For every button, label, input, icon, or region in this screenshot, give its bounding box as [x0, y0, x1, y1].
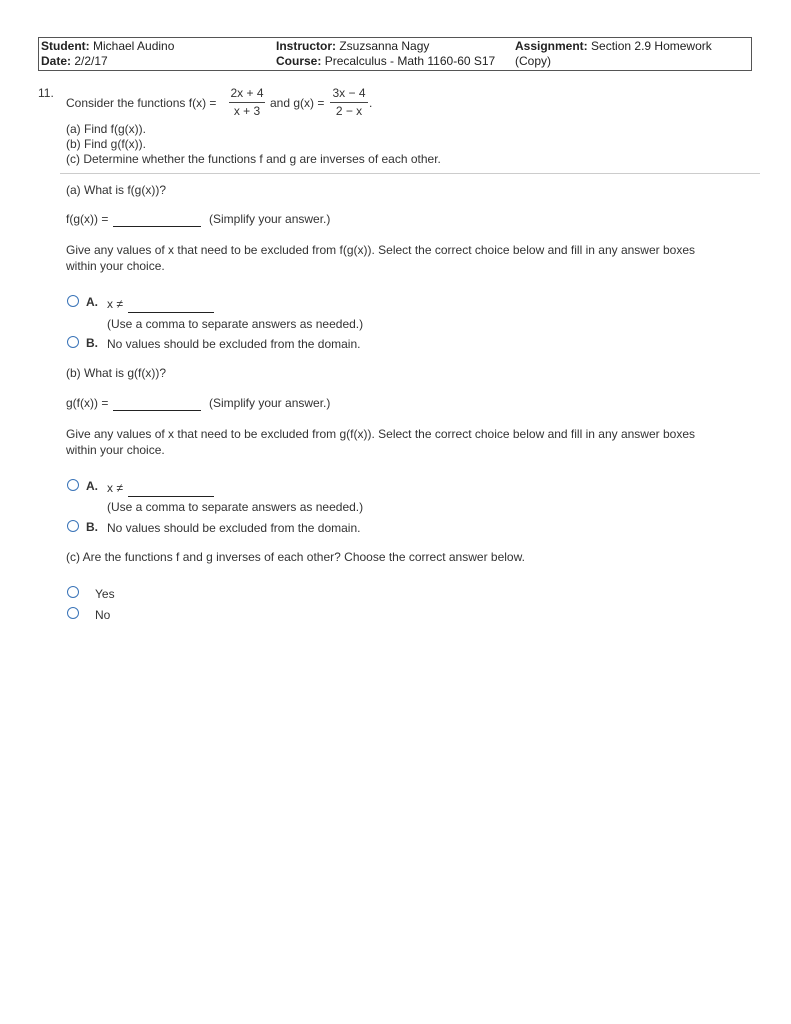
question-number: 11.: [38, 86, 54, 100]
fraction-bar: [330, 102, 368, 103]
and-g-text: and g(x) =: [270, 96, 325, 110]
part-b-option-a-radio[interactable]: [67, 479, 79, 491]
part-a-answer-input[interactable]: [113, 226, 201, 227]
task-a: (a) Find f(g(x)).: [66, 122, 147, 136]
part-a-option-a-text: x ≠: [107, 297, 123, 311]
part-b-question: (b) What is g(f(x))?: [66, 366, 167, 380]
part-c-question: (c) Are the functions f and g inverses of each other? Choose the correct answer below.: [66, 550, 525, 564]
part-a-option-b-radio[interactable]: [67, 336, 79, 348]
part-a-option-a-radio[interactable]: [67, 295, 79, 307]
assignment-header: [38, 37, 752, 71]
part-a-option-b-text: No values should be excluded from the domain.: [107, 337, 361, 351]
instructor-field: Instructor: Zsuzsanna Nagy: [276, 39, 430, 53]
section-divider: [60, 173, 760, 174]
g-fraction: [330, 86, 368, 118]
part-c-yes-radio[interactable]: [67, 586, 79, 598]
part-c-yes-label: Yes: [95, 587, 115, 601]
part-b-excluded-values-input[interactable]: [128, 496, 214, 497]
assignment-field: Assignment: Section 2.9 Homework: [515, 39, 712, 53]
course-field: Course: Precalculus - Math 1160-60 S17: [276, 54, 496, 68]
g-denominator: 2 − x: [335, 104, 363, 118]
part-a-question: (a) What is f(g(x))?: [66, 183, 167, 197]
instructor-name: Zsuzsanna Nagy: [339, 39, 430, 53]
f-numerator: 2x + 4: [230, 86, 264, 100]
student-name: Michael Audino: [93, 39, 175, 53]
part-a-exclude-prompt-2: within your choice.: [66, 259, 165, 273]
date-field: Date: 2/2/17: [41, 54, 108, 68]
part-a-excluded-values-input[interactable]: [128, 312, 214, 313]
part-b-exclude-prompt-1: Give any values of x that need to be excluded from g(f(x)). Select the correct choice below and fill in any answer boxes: [66, 427, 695, 441]
part-b-option-b-letter: B.: [86, 520, 98, 534]
part-b-answer-input[interactable]: [113, 410, 201, 411]
part-c-no-radio[interactable]: [67, 607, 79, 619]
part-b-exclude-prompt-2: within your choice.: [66, 443, 165, 457]
part-a-option-a-letter: A.: [86, 295, 98, 309]
part-a-option-b-letter: B.: [86, 336, 98, 350]
period: .: [369, 96, 373, 110]
part-c-no-label: No: [95, 608, 111, 622]
part-b-option-b-radio[interactable]: [67, 520, 79, 532]
part-b-option-a-text: x ≠: [107, 481, 123, 495]
date-value: 2/2/17: [74, 54, 108, 68]
part-a-option-a-note: (Use a comma to separate answers as needed.): [107, 317, 364, 331]
task-b: (b) Find g(f(x)).: [66, 137, 147, 151]
part-b-option-b-text: No values should be excluded from the domain.: [107, 521, 361, 535]
part-b-hint: (Simplify your answer.): [209, 396, 331, 410]
student-field: Student: Michael Audino: [41, 39, 175, 53]
g-numerator: 3x − 4: [332, 86, 366, 100]
f-fraction: [229, 86, 265, 118]
part-a-answer-label: f(g(x)) =: [66, 212, 109, 226]
part-b-option-a-letter: A.: [86, 479, 98, 493]
part-a-exclude-prompt-1: Give any values of x that need to be excluded from f(g(x)). Select the correct choice below and fill in any answer boxes: [66, 243, 695, 257]
functions-intro: Consider the functions f(x) =: [66, 96, 217, 110]
f-denominator: x + 3: [233, 104, 261, 118]
task-c: (c) Determine whether the functions f and g are inverses of each other.: [66, 152, 441, 166]
course-name: Precalculus - Math 1160-60 S17: [324, 54, 496, 68]
assignment-name: Section 2.9 Homework: [591, 39, 712, 53]
part-b-answer-label: g(f(x)) =: [66, 396, 109, 410]
part-a-hint: (Simplify your answer.): [209, 212, 331, 226]
assignment-copy: (Copy): [515, 54, 552, 68]
part-b-option-a-note: (Use a comma to separate answers as needed.): [107, 500, 364, 514]
fraction-bar: [229, 102, 265, 103]
